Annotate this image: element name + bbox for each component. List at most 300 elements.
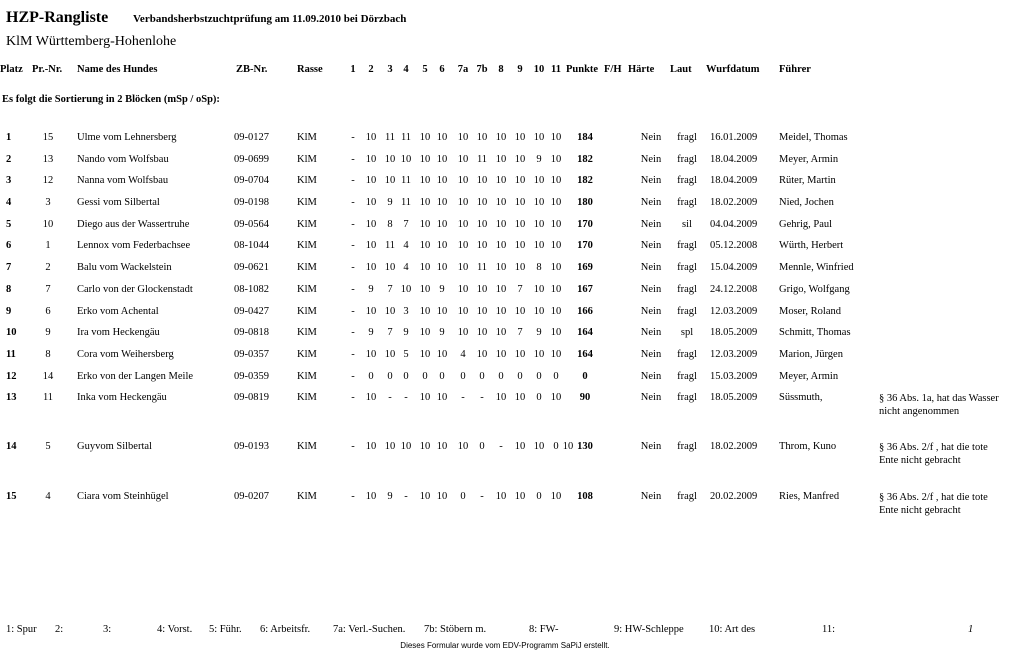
score-cell: - (351, 262, 355, 273)
score-cell: 11 (384, 132, 396, 143)
score-cell: 10 (365, 197, 377, 208)
score-cell: - (388, 392, 392, 403)
birth-date: 12.03.2009 (710, 349, 758, 360)
exam-number: 3 (45, 197, 51, 208)
total-points: 0 (582, 371, 588, 382)
score-cell: 10 (419, 240, 431, 251)
dog-name: Erko vom Achental (77, 306, 159, 317)
laut: fragl (677, 240, 697, 251)
page-number: 1 (968, 624, 974, 635)
score-cell: 10 (365, 262, 377, 273)
score-cell: 10 (436, 219, 448, 230)
exam-number: 11 (42, 392, 54, 403)
rank: 11 (6, 349, 16, 360)
score-cell: 10 (533, 349, 545, 360)
score-cell: - (351, 197, 355, 208)
breed: KlM (297, 392, 317, 403)
score-cell: 7 (517, 284, 523, 295)
score-cell: - (351, 132, 355, 143)
score-cell: 10 (550, 175, 562, 186)
header-wurfdatum: Wurfdatum (706, 64, 760, 75)
laut: fragl (677, 132, 697, 143)
header-c2: 2 (368, 64, 374, 75)
header-c4: 4 (403, 64, 409, 75)
score-cell: 10 (495, 197, 507, 208)
score-cell: 10 (436, 175, 448, 186)
rank: 14 (6, 441, 17, 452)
header-fuehrer: Führer (779, 64, 811, 75)
handler: Meyer, Armin (779, 154, 839, 165)
score-cell: 10 (495, 349, 507, 360)
zb-number: 09-0207 (234, 491, 269, 502)
score-cell: 10 (533, 197, 545, 208)
score-cell: 10 (419, 219, 431, 230)
score-cell: 10 (476, 197, 488, 208)
total-points: 170 (577, 240, 593, 251)
footer-legend-item: 2: (55, 624, 64, 635)
total-points: 164 (577, 349, 593, 360)
score-cell: 9 (387, 197, 393, 208)
score-cell: - (351, 306, 355, 317)
total-points: 184 (577, 132, 593, 143)
score-cell: 10 (365, 349, 377, 360)
score-cell: 10 (384, 349, 396, 360)
score-cell: 10 (550, 349, 562, 360)
score-cell: 10 (419, 197, 431, 208)
handler: Gehrig, Paul (779, 219, 833, 230)
birth-date: 15.04.2009 (710, 262, 758, 273)
dog-name: Nanna vom Wolfsbau (77, 175, 169, 186)
laut: sil (682, 219, 692, 230)
score-cell: 10 (550, 392, 562, 403)
breed: KlM (297, 306, 317, 317)
breed: KlM (297, 441, 317, 452)
header-c3: 3 (387, 64, 393, 75)
birth-date: 18.04.2009 (710, 154, 758, 165)
handler: Grigo, Wolfgang (779, 284, 850, 295)
score-cell: 0 (460, 371, 466, 382)
sort-note: Es folgt die Sortierung in 2 Blöcken (mSp / oSp): (2, 94, 220, 105)
score-cell: - (351, 441, 355, 452)
score-cell: 0 (422, 371, 428, 382)
exam-number: 15 (42, 132, 54, 143)
breed: KlM (297, 327, 317, 338)
score-cell: 10 (514, 491, 526, 502)
score-cell: 10 (436, 240, 448, 251)
score-cell: 4 (403, 262, 409, 273)
haerte: Nein (640, 219, 662, 230)
score-cell: 8 (536, 262, 542, 273)
dog-name: Erko von der Langen Meile (77, 371, 194, 382)
score-cell: 10 (365, 491, 377, 502)
score-cell: 10 (419, 132, 431, 143)
footer-legend-item: 3: (103, 624, 112, 635)
score-cell: 10 (495, 175, 507, 186)
handler: Nied, Jochen (779, 197, 834, 208)
handler: Rüter, Martin (779, 175, 836, 186)
laut: fragl (677, 306, 697, 317)
handler: Süssmuth, (779, 392, 823, 403)
rank: 8 (6, 284, 12, 295)
score-cell: - (351, 219, 355, 230)
score-cell: 9 (439, 284, 445, 295)
score-cell: 10 (419, 154, 431, 165)
remark: § 36 Abs. 2/f , hat die tote Ente nicht gebracht (879, 492, 988, 516)
birth-date: 12.03.2009 (710, 306, 758, 317)
score-cell: 0 (479, 371, 485, 382)
score-cell: 9 (536, 327, 542, 338)
score-cell: 10 (533, 441, 545, 452)
birth-date: 18.02.2009 (710, 197, 758, 208)
dog-name: Gessi vom Silbertal (77, 197, 160, 208)
score-cell: 10 (495, 327, 507, 338)
score-cell: 0 (536, 371, 542, 382)
breed: KlM (297, 240, 317, 251)
rank: 3 (6, 175, 12, 186)
remark: § 36 Abs. 2/f , hat die tote Ente nicht gebracht (879, 442, 988, 466)
total-points: 169 (577, 262, 593, 273)
handler: Throm, Kuno (779, 441, 837, 452)
score-cell: 10 (550, 132, 562, 143)
score-cell: 7 (387, 284, 393, 295)
score-cell: 10 (514, 219, 526, 230)
header-zb: ZB-Nr. (236, 64, 268, 75)
score-cell: 10 (495, 132, 507, 143)
handler: Ries, Manfred (779, 491, 840, 502)
score-cell: 10 (436, 132, 448, 143)
exam-number: 14 (42, 371, 54, 382)
remark: § 36 Abs. 1a, hat das Wasser nicht angenommen (879, 393, 999, 417)
score-cell: 4 (403, 240, 409, 251)
total-points: 167 (577, 284, 593, 295)
zb-number: 09-0359 (234, 371, 269, 382)
haerte: Nein (640, 197, 662, 208)
score-cell: 10 (419, 327, 431, 338)
score-cell: 10 (514, 154, 526, 165)
score-cell: 0 (403, 371, 409, 382)
total-points: 130 (577, 441, 593, 452)
score-cell: 10 (495, 240, 507, 251)
score-cell: - (480, 392, 484, 403)
score-cell: 10 (400, 441, 412, 452)
header-punkte: Punkte (566, 64, 599, 75)
breed: KlM (297, 175, 317, 186)
score-cell: 10 (476, 175, 488, 186)
score-cell: 10 (400, 154, 412, 165)
club-name: KlM Württemberg-Hohenlohe (6, 34, 177, 49)
score-cell: 10 (533, 240, 545, 251)
rank: 4 (6, 197, 12, 208)
laut: fragl (677, 392, 697, 403)
handler: Marion, Jürgen (779, 349, 843, 360)
score-cell: 7 (403, 219, 409, 230)
score-cell: 10 (514, 197, 526, 208)
score-cell: 5 (403, 349, 409, 360)
laut: fragl (677, 197, 697, 208)
birth-date: 18.02.2009 (710, 441, 758, 452)
exam-number: 9 (45, 327, 51, 338)
footer-legend-item: 11: (822, 624, 836, 635)
score-cell: 10 (419, 441, 431, 452)
exam-number: 12 (42, 175, 54, 186)
laut: fragl (677, 349, 697, 360)
score-cell: 10 (514, 132, 526, 143)
handler: Moser, Roland (779, 306, 841, 317)
score-cell: 10 (436, 197, 448, 208)
haerte: Nein (640, 240, 662, 251)
exam-number: 13 (42, 154, 54, 165)
score-cell: 10 (457, 132, 469, 143)
header-platz: Platz (0, 64, 23, 75)
score-cell: 4 (460, 349, 466, 360)
rank: 1 (6, 132, 12, 143)
rank: 10 (6, 327, 17, 338)
footer-legend-item: 10: Art des (709, 624, 756, 635)
score-cell: 0 (498, 371, 504, 382)
score-cell: 10 (476, 306, 488, 317)
score-cell: 10 (495, 491, 507, 502)
score-cell: - (351, 327, 355, 338)
birth-date: 24.12.2008 (710, 284, 758, 295)
score-cell: 10 (365, 175, 377, 186)
score-cell: 10 (550, 240, 562, 251)
score-cell: 10 (533, 284, 545, 295)
score-cell: 10 (365, 219, 377, 230)
dog-name: Cora vom Weihersberg (77, 349, 174, 360)
score-cell: 10 (365, 240, 377, 251)
page-title: HZP-Rangliste (6, 9, 109, 26)
birth-date: 04.04.2009 (710, 219, 758, 230)
score-cell: 10 (436, 491, 448, 502)
score-cell: 10 (400, 284, 412, 295)
dog-name: Carlo von der Glockenstadt (77, 284, 193, 295)
dog-name: Ciara vom Steinhügel (77, 491, 169, 502)
zb-number: 09-0699 (234, 154, 269, 165)
score-cell: 10 (476, 327, 488, 338)
score-cell: 10 (495, 154, 507, 165)
zb-number: 08-1044 (234, 240, 269, 251)
score-cell: 10 (550, 154, 562, 165)
haerte: Nein (640, 306, 662, 317)
score-cell: 10 (550, 219, 562, 230)
score-cell: - (351, 284, 355, 295)
header-name: Name des Hundes (77, 64, 158, 75)
dog-name: Guyvom Silbertal (77, 441, 152, 452)
rank: 9 (6, 306, 12, 317)
handler: Schmitt, Thomas (779, 327, 851, 338)
score-cell: 10 (550, 197, 562, 208)
header-c9: 9 (517, 64, 523, 75)
footer-legend-item: 5: Führ. (209, 624, 242, 635)
score-cell: 10 (436, 262, 448, 273)
breed: KlM (297, 371, 317, 382)
score-cell: 10 (495, 306, 507, 317)
dog-name: Ulme vom Lehnersberg (77, 132, 177, 143)
breed: KlM (297, 349, 317, 360)
birth-date: 18.05.2009 (710, 327, 758, 338)
score-cell: 0 (460, 491, 466, 502)
score-cell: 10 (514, 349, 526, 360)
dog-name: Inka vom Heckengäu (77, 392, 167, 403)
score-cell: - (351, 175, 355, 186)
birth-date: 18.04.2009 (710, 175, 758, 186)
score-cell: 10 (419, 175, 431, 186)
dog-name: Nando vom Wolfsbau (77, 154, 169, 165)
score-cell: 11 (400, 175, 412, 186)
score-cell: - (499, 441, 503, 452)
haerte: Nein (640, 491, 662, 502)
rank: 6 (6, 240, 12, 251)
score-cell: 10 (365, 154, 377, 165)
haerte: Nein (640, 349, 662, 360)
score-cell: 10 (365, 132, 377, 143)
score-cell: 10 (550, 491, 562, 502)
footer-legend-item: 7b: Stöbern m. (424, 624, 487, 635)
score-cell: 10 (514, 262, 526, 273)
total-points: 166 (577, 306, 593, 317)
score-cell: 11 (476, 154, 488, 165)
header-prnr: Pr.-Nr. (32, 64, 63, 75)
rank: 5 (6, 219, 12, 230)
score-cell: 10 (550, 306, 562, 317)
score-cell: 10 (436, 349, 448, 360)
score-cell: 10 (436, 154, 448, 165)
handler: Meidel, Thomas (779, 132, 848, 143)
header-haerte: Härte (628, 64, 655, 75)
zb-number: 09-0357 (234, 349, 269, 360)
haerte: Nein (640, 327, 662, 338)
score-cell: 10 (476, 132, 488, 143)
header-c1: 1 (350, 64, 356, 75)
haerte: Nein (640, 175, 662, 186)
score-cell: 10 (436, 306, 448, 317)
score-cell: 11 (400, 132, 412, 143)
zb-number: 09-0198 (234, 197, 269, 208)
score-cell: 10 (550, 327, 562, 338)
zb-number: 08-1082 (234, 284, 269, 295)
haerte: Nein (640, 262, 662, 273)
score-cell: 0 (553, 371, 559, 382)
header-laut: Laut (670, 64, 692, 75)
score-cell: 9 (387, 491, 393, 502)
exam-number: 7 (45, 284, 51, 295)
score-cell: 10 (457, 175, 469, 186)
handler: Würth, Herbert (779, 240, 844, 251)
haerte: Nein (640, 371, 662, 382)
score-cell: 0 (387, 371, 393, 382)
footer-legend-item: 8: FW- (529, 624, 559, 635)
score-cell: 10 (476, 219, 488, 230)
score-cell: 11 (384, 240, 396, 251)
score-cell: 10 (562, 441, 574, 452)
score-cell: 9 (368, 284, 374, 295)
breed: KlM (297, 491, 317, 502)
score-cell: 10 (419, 306, 431, 317)
score-cell: 10 (384, 262, 396, 273)
score-cell: 7 (387, 327, 393, 338)
score-cell: 3 (403, 306, 409, 317)
score-cell: 0 (536, 491, 542, 502)
exam-number: 6 (45, 306, 51, 317)
laut: fragl (677, 262, 697, 273)
total-points: 180 (577, 197, 593, 208)
score-cell: - (480, 491, 484, 502)
score-cell: - (404, 392, 408, 403)
zb-number: 09-0704 (234, 175, 269, 186)
header-c10: 10 (533, 64, 545, 75)
score-cell: 10 (457, 262, 469, 273)
dog-name: Ira vom Heckengäu (77, 327, 160, 338)
score-cell: 10 (457, 219, 469, 230)
score-cell: 0 (368, 371, 374, 382)
total-points: 170 (577, 219, 593, 230)
breed: KlM (297, 154, 317, 165)
footer-legend-item: 1: Spur (6, 624, 37, 635)
score-cell: 10 (457, 306, 469, 317)
footer-legend-item: 9: HW-Schleppe (614, 624, 684, 635)
footer-legend-item: 7a: Verl.-Suchen. (333, 624, 406, 635)
laut: fragl (677, 491, 697, 502)
score-cell: - (351, 154, 355, 165)
score-cell: - (404, 491, 408, 502)
score-cell: 8 (387, 219, 393, 230)
exam-number: 8 (45, 349, 51, 360)
score-cell: 7 (517, 327, 523, 338)
score-cell: 10 (365, 441, 377, 452)
score-cell: 10 (419, 392, 431, 403)
header-c6: 6 (439, 64, 445, 75)
rank: 13 (6, 392, 17, 403)
laut: fragl (677, 154, 697, 165)
score-cell: 10 (384, 154, 396, 165)
score-cell: 10 (495, 219, 507, 230)
score-cell: 10 (436, 441, 448, 452)
score-cell: 11 (400, 197, 412, 208)
score-cell: 10 (419, 349, 431, 360)
exam-number: 4 (45, 491, 51, 502)
score-cell: 10 (457, 441, 469, 452)
score-cell: 10 (514, 441, 526, 452)
birth-date: 18.05.2009 (710, 392, 758, 403)
score-cell: 10 (533, 219, 545, 230)
score-cell: 10 (384, 306, 396, 317)
score-cell: 9 (439, 327, 445, 338)
score-cell: 0 (517, 371, 523, 382)
score-cell: 10 (514, 392, 526, 403)
score-cell: 10 (495, 392, 507, 403)
rank: 15 (6, 491, 17, 502)
score-cell: 11 (476, 262, 488, 273)
zb-number: 09-0819 (234, 392, 269, 403)
header-c5: 5 (422, 64, 428, 75)
birth-date: 16.01.2009 (710, 132, 758, 143)
score-cell: 10 (365, 306, 377, 317)
score-cell: 10 (514, 240, 526, 251)
haerte: Nein (640, 284, 662, 295)
score-cell: 0 (479, 441, 485, 452)
birth-date: 05.12.2008 (710, 240, 758, 251)
laut: fragl (677, 441, 697, 452)
header-fh: F/H (604, 64, 622, 75)
header-c11: 11 (551, 64, 561, 75)
breed: KlM (297, 132, 317, 143)
score-cell: 10 (533, 132, 545, 143)
laut: fragl (677, 175, 697, 186)
score-cell: - (351, 240, 355, 251)
rank: 12 (6, 371, 17, 382)
score-cell: 9 (403, 327, 409, 338)
rank: 2 (6, 154, 12, 165)
